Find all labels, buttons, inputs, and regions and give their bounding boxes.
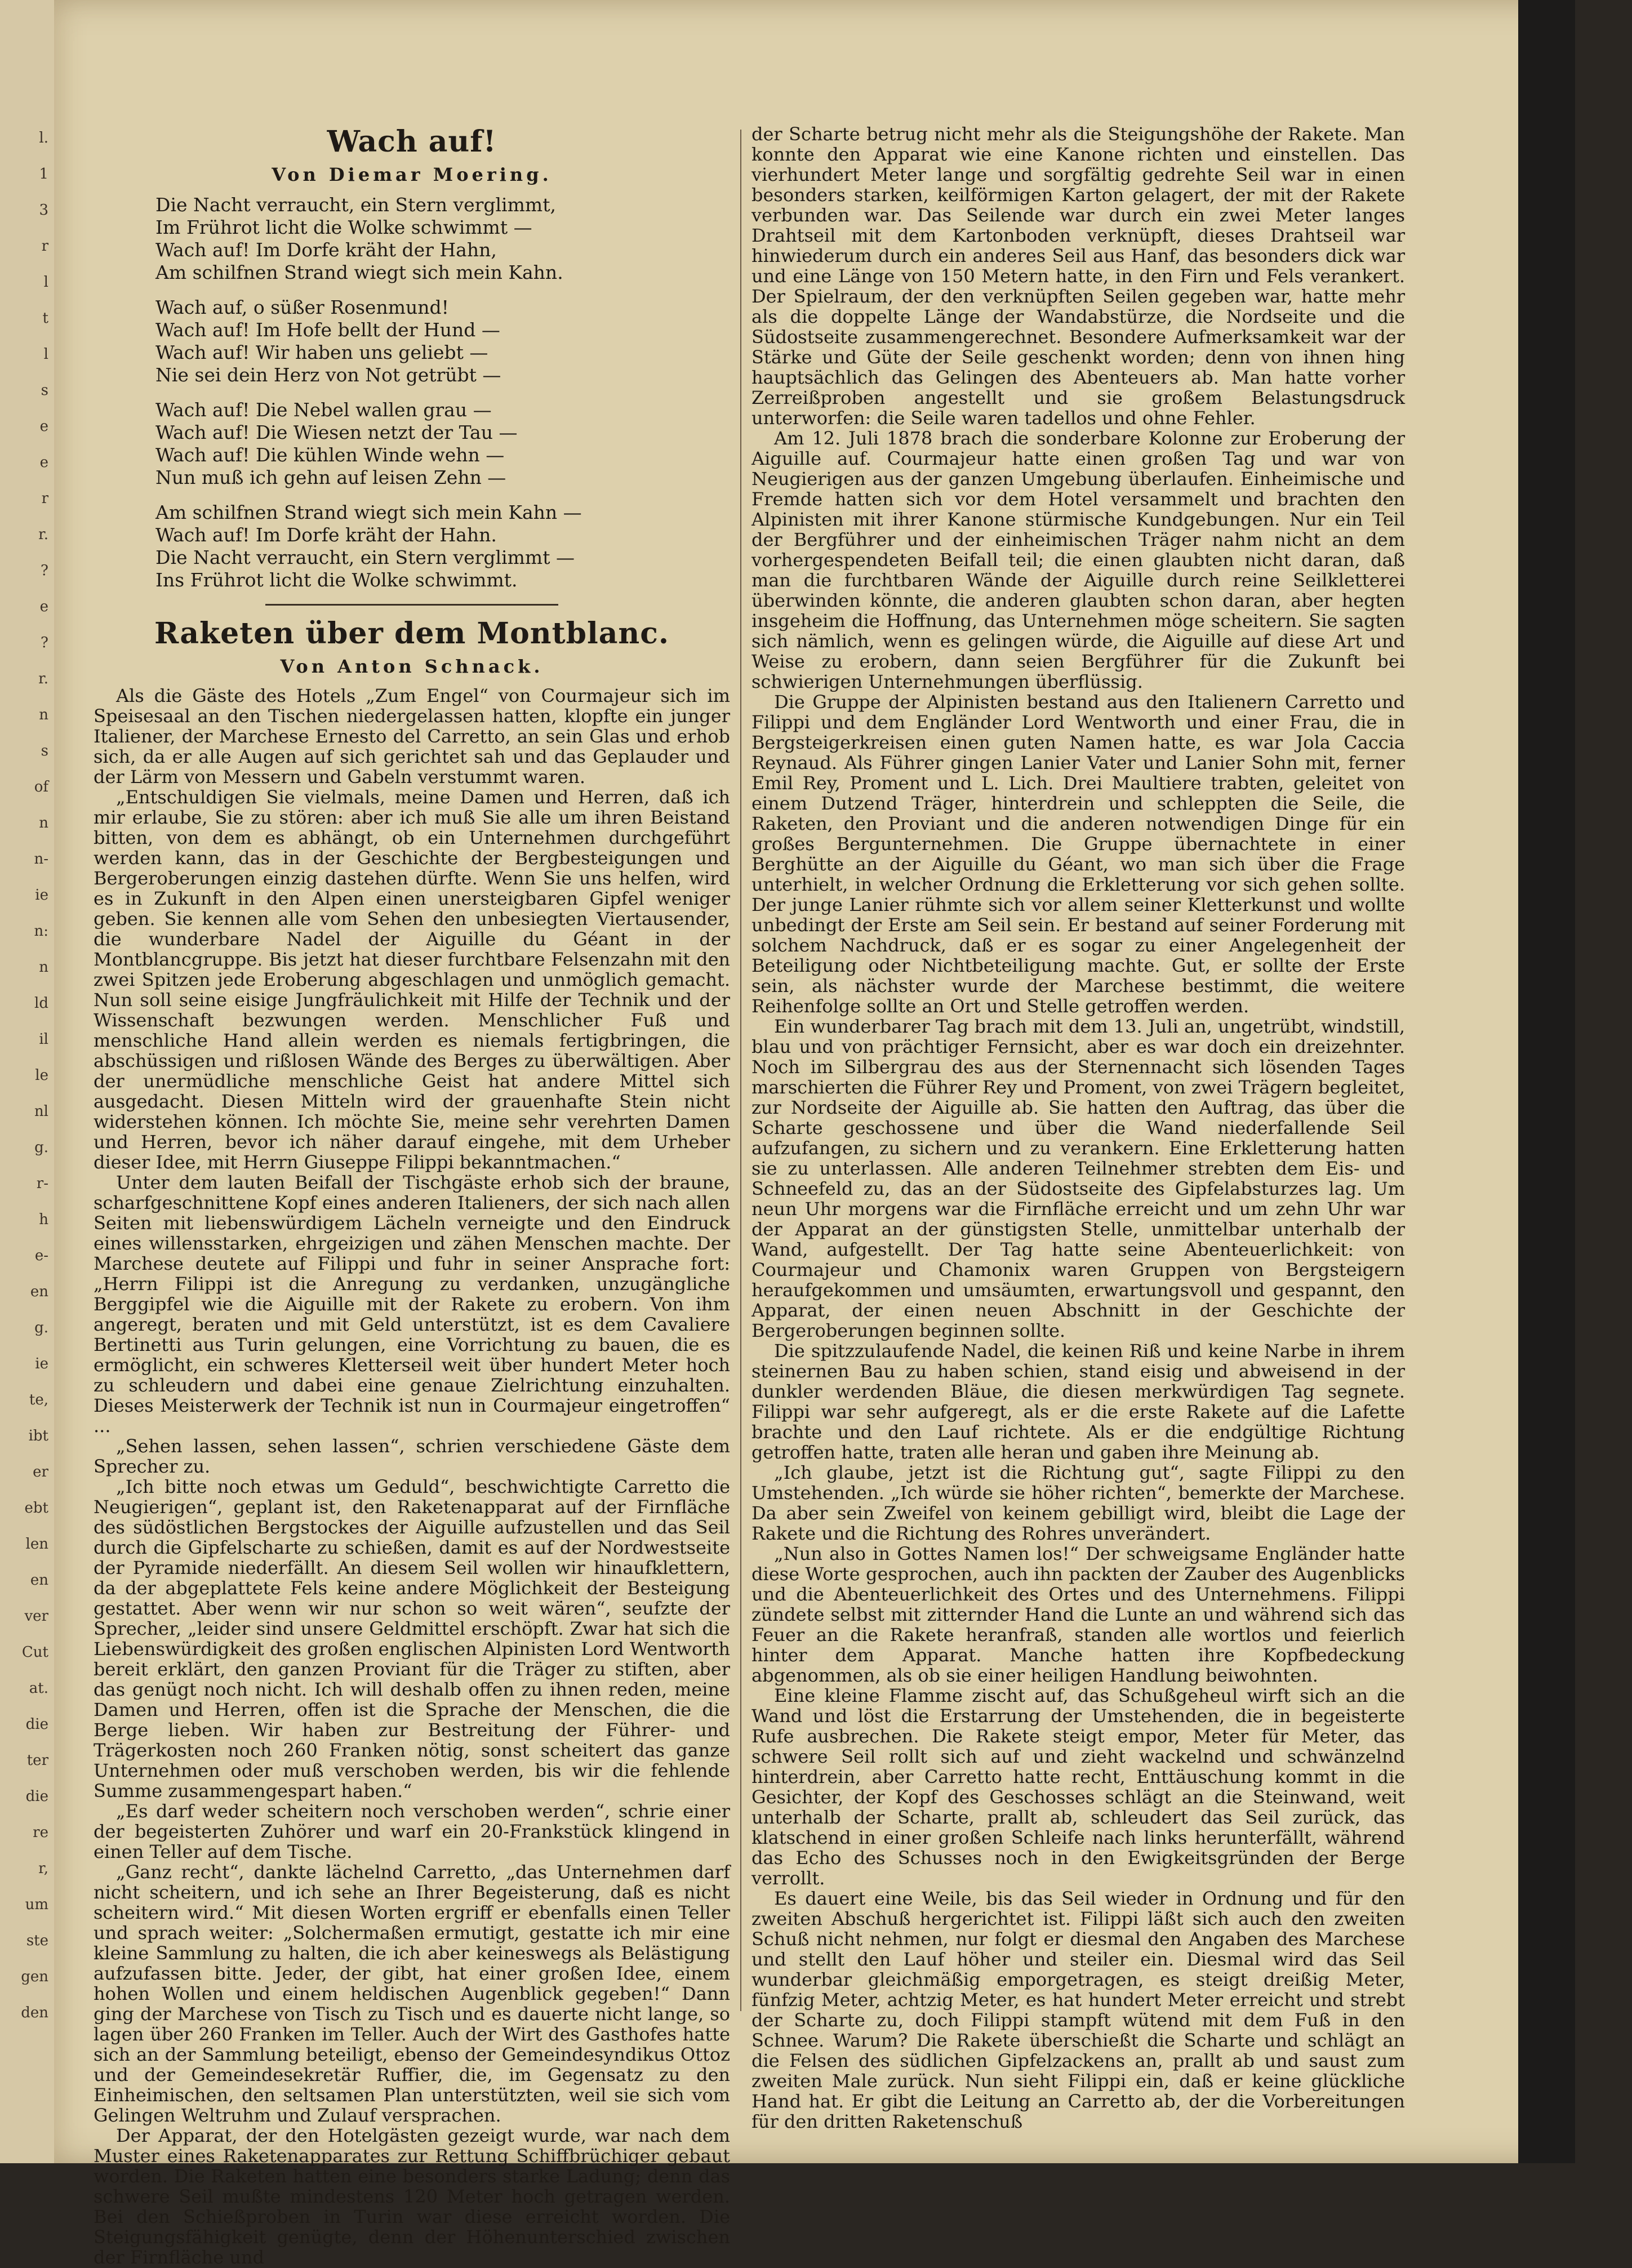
margin-fragment: r	[41, 490, 48, 507]
margin-fragment: den	[21, 2004, 48, 2021]
margin-fragment: e	[39, 454, 48, 471]
article-paragraph: Unter dem lauten Beifall der Tischgäste erhob sich der braune, scharfgeschnittene Kopf eines anderen Italieners, der sich nach allen Seiten mit liebenswürdigem Lächeln verneigte und den Eindruck eines willensstarken, ehrgeizigen und zähen Menschen machte. Der Marchese deutete auf Filippi und fuhr in seiner Ansprache fort: „Herrn Filippi ist die Anregung zu verdanken, unzugängliche Berggipfel wie die Aiguille mit der Rakete zu erobern. Von ihm angeregt, beraten und mit Geld unterstützt, ist es dem Cavaliere Bertinetti aus Turin gelungen, eine Vorrichtung zu bauen, die es ermöglicht, ein schweres Kletterseil weit über hundert Meter hoch zu schleudern und dabei eine genaue Zielrichtung einzuhalten. Dieses Meisterwerk der Technik ist nun in Courmajeur eingetroffen“ ...	[94, 1172, 730, 1437]
article-paragraph: „Nun also in Gottes Namen los!“ Der schweigsame Engländer hatte diese Worte gesprochen, auch ihn packten der Zauber des Augenblicks und die Abenteuerlichkeit des Ortes und des Unternehmens. Filippi zündete selbst mit zitternder Hand die Lunte an und während sich das Feuer an die Rakete heranfraß, standen alle wortlos und feierlich hinter dem Apparat. Manche hatten ihre Kopfbedeckung abgenommen, als ob sie einer heiligen Handlung beiwohnten.	[751, 1543, 1405, 1686]
margin-fragment: s	[41, 742, 48, 759]
article-paragraph: „Es darf weder scheitern noch verschoben werden“, schrie einer der begeisterten Zuhörer und warf ein 20-Frankstück klingend in einen Teller auf dem Tische.	[94, 1800, 730, 1862]
poem-line: Wach auf! Wir haben uns geliebt —	[155, 341, 488, 363]
margin-fragment: ibt	[28, 1427, 48, 1444]
margin-fragment: le	[35, 1067, 48, 1084]
article-paragraph: „Entschuldigen Sie vielmals, meine Damen und Herren, daß ich mir erlaube, Sie zu stören: aber ich muß Sie alle um ihren Beistand bitten, von dem es abhängt, ob ein Unternehmen durchgeführt werden kann, das in der Geschichte der Bergbesteigungen und Bergeroberungen einzig dastehen dürfte. Wenn Sie uns helfen, wird es in Zukunft in den Alpen einen unersteigbaren Gipfel weniger geben. Sie kennen alle vom Sehen den unbesiegten Viertausender, die wunderbare Nadel der Aiguille du Géant in der Montblancgruppe. Bis jetzt hat dieser furchtbare Felsenzahn mit den zwei Spitzen jede Eroberung abgeschlagen und unmöglich gemacht. Nun soll seine eisige Jungfräulichkeit mit Hilfe der Technik und der Wissenschaft bezwungen werden. Menschlicher Fuß und menschliche Hand allein werden es niemals fertigbringen, die abschüssigen und rißlosen Wände des Berges zu überwältigen. Aber der unermüdliche menschliche Geist hat andere Mittel sich ausgedacht. Diesen Mitteln wird der grauenhafte Stein nicht widerstehen können. Ich möchte Sie, meine sehr verehrten Damen und Herren, bevor ich näher darauf eingehe, mit dem Urheber dieser Idee, mit Herrn Giuseppe Filippi bekanntmachen.“	[94, 786, 730, 1173]
poem-byline: Von Diemar Moering.	[272, 164, 552, 185]
margin-fragment: e-	[34, 1247, 48, 1264]
article-paragraph: Am 12. Juli 1878 brach die sonderbare Kolonne zur Eroberung der Aiguille auf. Courmajeur hatte einen großen Tag und war von Neugierigen aus der ganzen Umgebung überlaufen. Einheimische und Fremde hatten sich vor dem Hotel versammelt und brachten den Alpinisten mit ihrer Kanone stürmische Kundgebungen. Nur ein Teil der Bergführer und der einheimischen Träger nahm nicht an dem vorhergespendeten Beifall teil; die einen glaubten nicht daran, daß man die furchtbaren Wände der Aiguille durch reine Seilkletterei überwinden könnte, die anderen glaubten schon daran, aber hegten insgeheim die Hoffnung, das Unternehmen möge scheitern. Sie sagten sich nämlich, wenn es gelingen würde, die Aiguille auf diese Art und Weise zu erobern, dann seien Bergführer für die Zukunft bei schwierigen Unternehmungen überflüssig.	[751, 428, 1405, 692]
article-byline: Von Anton Schnack.	[280, 656, 544, 677]
dark-page-edge	[1518, 0, 1575, 2163]
margin-fragment: en	[30, 1572, 48, 1589]
poem-line: Wach auf! Im Hofe bellt der Hund —	[155, 319, 500, 341]
poem-stanza	[155, 501, 730, 592]
article-paragraph: „Ich bitte noch etwas um Geduld“, beschwichtigte Carretto die Neugierigen“, geplant ist, den Raketenapparat auf der Firnfläche des südöstlichen Bergstockes der Aiguille aufzustellen und das Seil durch die Gipfelscharte zu schießen, damit es auf der Nordwestseite der Pyramide niederfällt. An diesem Seil wollen wir hinaufklettern, da der abgeplattete Fels keine andere Möglichkeit der Besteigung gestattet. Aber wenn wir nur schon so weit wären“, seufzte der Sprecher, „leider sind unsere Geldmittel erschöpft. Zwar hat sich die Liebenswürdigkeit des großen englischen Alpinisten Lord Wentworth bereit erklärt, den ganzen Proviant für die Träger zu stiften, aber das genügt noch nicht. Ich will deshalb offen zu ihnen reden, meine Damen und Herren, offen ist die Sprache der Menschen, die die Berge lieben. Wir haben zur Bestreitung der Führer- und Trägerkosten noch 260 Franken nötig, sonst scheitert das ganze Unternehmen oder muß verschoben werden, bis wir die fehlende Summe zusammengespart haben.“	[94, 1476, 730, 1802]
right-column	[751, 123, 1405, 2132]
poem-line: Wach auf! Die Nebel wallen grau —	[155, 399, 492, 421]
poem-line: Wach auf! Die kühlen Winde wehn —	[155, 444, 505, 466]
margin-fragment: ld	[34, 995, 48, 1012]
margin-fragment: e	[39, 598, 48, 615]
poem-line: Wach auf! Im Dorfe kräht der Hahn.	[155, 524, 497, 546]
poem-line: Ins Frührot licht die Wolke schwimmt.	[155, 569, 518, 591]
margin-fragment: 1	[39, 166, 48, 183]
poem-stanza	[155, 296, 730, 386]
margin-fragment: of	[34, 779, 48, 795]
article-paragraph: Die Gruppe der Alpinisten bestand aus den Italienern Carretto und Filippi und dem Engländer Lord Wentworth und einer Frau, die in Bergsteigerkreisen einen guten Namen hatte, es war Jola Caccia Reynaud. Als Führer gingen Lanier Vater und Lanier Sohn mit, ferner Emil Rey, Proment und L. Lich. Drei Maultiere trabten, geleitet von einem Dutzend Träger, hinterdrein und schleppten die Seile, die Raketen, den Proviant und die anderen notwendigen Dinge für ein großes Bergunternehmen. Die Gruppe übernachtete in einer Berghütte an der Aiguille du Géant, wo man sich über die Frage unterhielt, in welcher Ordnung die Erkletterung vor sich gehen sollte. Der junge Lanier rühmte sich vor allem seiner Kletterkunst und wollte unbedingt der Erste am Seil sein. Er bestand auf seiner Forderung mit solchem Nachdruck, daß er es sogar zu einer Angelegenheit der Beteiligung oder Nichtbeteiligung machte. Gut, er sollte der Erste sein, als nächster wurde der Marchese bestimmt, die weitere Reihenfolge sollte an Ort und Stelle getroffen werden.	[751, 691, 1405, 1017]
margin-fragment: n	[39, 815, 48, 831]
margin-fragment: n:	[34, 923, 48, 940]
article-paragraph: Als die Gäste des Hotels „Zum Engel“ von Courmajeur sich im Speisesaal an den Tischen niedergelassen hatten, klopfte ein junger Italiener, der Marchese Ernesto del Carretto, an sein Glas und erhob sich, da er alle Augen auf sich gerichtet sah und das Geplauder und der Lärm von Messern und Gabeln verstummt waren.	[94, 685, 730, 788]
margin-fragment: te,	[29, 1391, 48, 1408]
poem-line: Nun muß ich gehn auf leisen Zehn —	[155, 466, 506, 488]
article-paragraph: Es dauert eine Weile, bis das Seil wieder in Ordnung und für den zweiten Abschuß hergerichtet ist. Filippi läßt sich auch den zweiten Schuß nicht nehmen, nur folgt er diesmal den Angaben des Marchese und stellt den Lauf höher und steiler ein. Diesmal wird das Seil wunderbar gleichmäßig emporgetragen, es steigt dreißig Meter, fünfzig Meter, achtzig Meter, es hat hundert Meter erreicht und strebt der Scharte zu, doch Filippi stampft wütend mit dem Fuß in den Schnee. Warum? Die Rakete überschießt die Scharte und schlägt an die Felsen des südlichen Gipfelzackens an, prallt ab und saust zum zweiten Male zurück. Nun sieht Filippi ein, daß er keine glückliche Hand hat. Er gibt die Leitung an Carretto ab, der die Vorbereitungen für den dritten Raketenschuß	[751, 1888, 1405, 2132]
margin-fragment: die	[25, 1788, 48, 1805]
margin-fragment: ?	[41, 634, 48, 651]
margin-fragment: at.	[29, 1680, 48, 1697]
poem-line: Am schilfnen Strand wiegt sich mein Kahn.	[155, 261, 563, 283]
article-paragraph: „Sehen lassen, sehen lassen“, schrien verschiedene Gäste dem Sprecher zu.	[94, 1435, 730, 1477]
margin-fragment: len	[25, 1536, 48, 1553]
margin-fragment: n	[39, 706, 48, 723]
margin-fragment: Cut	[21, 1644, 48, 1661]
margin-fragment: l	[43, 274, 48, 291]
margin-fragment: ste	[26, 1932, 48, 1949]
poem-stanza	[155, 194, 730, 284]
margin-fragment: e	[39, 418, 48, 435]
margin-fragment: um	[25, 1896, 48, 1913]
article-body-left	[94, 686, 730, 2267]
margin-fragment: ?	[41, 562, 48, 579]
left-column	[94, 124, 730, 2268]
margin-fragment: n-	[34, 851, 48, 868]
margin-fragment: g.	[34, 1319, 48, 1336]
margin-fragment: en	[30, 1283, 48, 1300]
margin-fragment: l.	[39, 130, 48, 146]
margin-fragment: h	[39, 1211, 48, 1228]
margin-fragment: er	[33, 1464, 48, 1480]
margin-fragment: die	[25, 1716, 48, 1733]
margin-fragment: 3	[39, 202, 48, 219]
poem-line: Wach auf, o süßer Rosenmund!	[155, 296, 449, 318]
margin-fragment: g.	[34, 1139, 48, 1156]
article-paragraph: „Ich glaube, jetzt ist die Richtung gut“, sagte Filippi zu den Umstehenden. „Ich würde sie höher richten“, bemerkte der Marchese. Da aber sein Zweifel von keinem gebilligt wird, bleibt die Lage der Rakete und die Richtung des Rohres unverändert.	[751, 1462, 1405, 1544]
left-page-binding	[0, 0, 55, 2163]
margin-fragment: l	[43, 346, 48, 363]
poem-line: Am schilfnen Strand wiegt sich mein Kahn —	[155, 501, 582, 523]
article-paragraph: Eine kleine Flamme zischt auf, das Schußgeheul wirft sich an die Wand und löst die Erstarrung der Umstehenden, die in begeisterte Rufe ausbrechen. Die Rakete steigt empor, Meter für Meter, das schwere Seil rollt sich auf und zieht wackelnd und schwänzelnd hinterdrein, aber Carretto hatte recht, Enttäuschung kommt in die Gesichter, der Kopf des Geschosses schlägt an die Steinwand, weit unterhalb der Scharte, prallt ab, schleudert das Seil zurück, das klatschend in einer großen Schleife nach links herunterfällt, während das Echo des Schusses noch in den Ewigkeitsgründen der Berge verrollt.	[751, 1685, 1405, 1889]
poem-body	[94, 194, 730, 592]
article-paragraph: Die spitzzulaufende Nadel, die keinen Riß und keine Narbe in ihrem steinernen Bau zu haben schien, stand eisig und abweisend in der dunkler werdenden Bläue, die diesen merkwürdigen Tag segnete. Filippi war sehr aufgeregt, als er die erste Rakete auf die Lafette brachte und den Lauf richtete. Als er die endgültige Richtung getroffen hatte, traten alle heran und gaben ihre Meinung ab.	[751, 1340, 1405, 1463]
article-body-right	[751, 124, 1405, 2132]
margin-fragment: ebt	[24, 1500, 48, 1517]
section-separator	[265, 604, 558, 606]
poem-stanza	[155, 399, 730, 489]
newspaper-page	[54, 0, 1575, 2268]
margin-fragment: r.	[38, 670, 48, 687]
article-paragraph: „Ganz recht“, dankte lächelnd Carretto, „das Unternehmen darf nicht scheitern, und ich sehe an Ihrer Begeisterung, daß es nicht scheitern wird.“ Mit diesen Worten ergriff er ebenfalls einen Teller und sprach weiter: „Solchermaßen ermutigt, gestatte ich mir eine kleine Sammlung zu halten, die ich aber keineswegs als Belästigung aufzufassen bitte. Jeder, der gibt, hat einer großen Idee, einem hohen Wollen und einem heldischen Augenblick gegeben!“ Dann ging der Marchese von Tisch zu Tisch und es dauerte nicht lange, so lagen über 260 Franken im Teller. Auch der Wirt des Gasthofes hatte sich an der Sammlung beteiligt, ebenso der Gemeindesyndikus Ottoz und der Gemeindesekretär Ruffier, die, im Gegensatz zu den Einheimischen, den seltsamen Plan unterstützten, weil sie sich vom Gelingen Weltruhm und Zulauf versprachen.	[94, 1861, 730, 2126]
article-title: Raketen über dem Montblanc.	[154, 616, 669, 651]
margin-fragment: nl	[34, 1103, 48, 1120]
margin-fragment: n	[39, 959, 48, 976]
margin-fragment: t	[42, 310, 48, 327]
article-paragraph: Ein wunderbarer Tag brach mit dem 13. Juli an, ungetrübt, windstill, blau und von prächtiger Fernsicht, aber es war doch ein dreizehnter. Noch im Silbergrau des aus der Sternennacht sich lösenden Tages marschierten die Führer Rey und Proment, von zwei Trägern begleitet, zur Nordseite der Aiguille ab. Sie hatten den Auftrag, das über die Scharte geschossene und über die Wand niederfallende Seil aufzufangen, zu sichern und zu verankern. Eine Erkletterung hatten sie zu unterlassen. Alle anderen Teilnehmer strebten dem Eis- und Schneefeld zu, das an der Südostseite des Gipfelabsturzes lag. Um neun Uhr morgens war die Firnfläche erreicht und um zehn Uhr war der Apparat an der günstigsten Stelle, unmittelbar unterhalb der Wand, aufgestellt. Der Tag hatte seine Abenteuerlichkeit: von Courmajeur und Chamonix waren Gruppen von Bergsteigern heraufgekommen und umsäumten, erwartungsvoll und gespannt, den Apparat, der einen neuen Abschnitt in der Geschichte der Bergeroberungen beginnen sollte.	[751, 1016, 1405, 1341]
poem-line: Wach auf! Die Wiesen netzt der Tau —	[155, 421, 518, 443]
margin-fragment: ie	[35, 887, 48, 904]
margin-fragment: re	[33, 1824, 48, 1841]
article-paragraph: der Scharte betrug nicht mehr als die Steigungshöhe der Rakete. Man konnte den Apparat wie eine Kanone richten und einstellen. Das vierhundert Meter lange und sorgfältig gedrehte Seil war in einen besonders starken, keilförmigen Karton gelagert, der mit der Rakete verbunden war. Das Seilende war durch ein zwei Meter langes Drahtseil mit dem Kartonboden verknüpft, dieses Drahtseil war hinwiederum durch ein anderes Seil aus Hanf, das besonders dick war und eine Länge von 150 Metern hatte, in den Firn und Fels verankert. Der Spielraum, der den verknüpften Seilen gegeben war, hatte mehr als die doppelte Länge der Wandabstürze, die Nordseite und die Südostseite zusammengerechnet. Besondere Aufmerksamkeit war der Stärke und Güte der Seile geschenkt worden; denn von ihnen hing hauptsächlich das Gelingen des Abenteuers ab. Man hatte vorher Zerreißproben angestellt und sie großem Belastungsdruck unterworfen: die Seile waren tadellos und ohne Fehler.	[751, 123, 1405, 429]
poem-title: Wach auf!	[327, 124, 497, 159]
poem-line: Die Nacht verraucht, ein Stern verglimmt,	[155, 194, 556, 216]
article-paragraph: Der Apparat, der den Hotelgästen gezeigt wurde, war nach dem Muster eines Raketenapparates zur Rettung Schiffbrüchiger gebaut worden. Die Raketen hatten eine besonders starke Ladung; denn das schwere Seil mußte mindestens 120 Meter hoch getragen werden. Bei den Schießproben in Turin war diese erreicht worden. Die Steigungsfähigkeit genügte, denn der Höhenunterschied zwischen der Firnfläche und	[94, 2125, 730, 2268]
margin-fragment: r	[41, 238, 48, 255]
margin-fragment: r,	[38, 1860, 48, 1877]
margin-fragment: r.	[38, 526, 48, 543]
margin-fragment: ie	[35, 1355, 48, 1372]
margin-fragment: gen	[21, 1968, 48, 1985]
margin-fragment: r-	[36, 1175, 48, 1192]
margin-fragment: s	[41, 382, 48, 399]
poem-line: Im Frührot licht die Wolke schwimmt —	[155, 216, 532, 238]
poem-line: Nie sei dein Herz von Not getrübt —	[155, 364, 501, 386]
poem-line: Wach auf! Im Dorfe kräht der Hahn,	[155, 239, 497, 261]
poem-line: Die Nacht verraucht, ein Stern verglimmt —	[155, 546, 575, 568]
margin-fragment: ver	[24, 1608, 48, 1625]
column-divider	[740, 130, 741, 2011]
margin-fragment: il	[39, 1031, 48, 1048]
margin-fragment: ter	[26, 1752, 48, 1769]
